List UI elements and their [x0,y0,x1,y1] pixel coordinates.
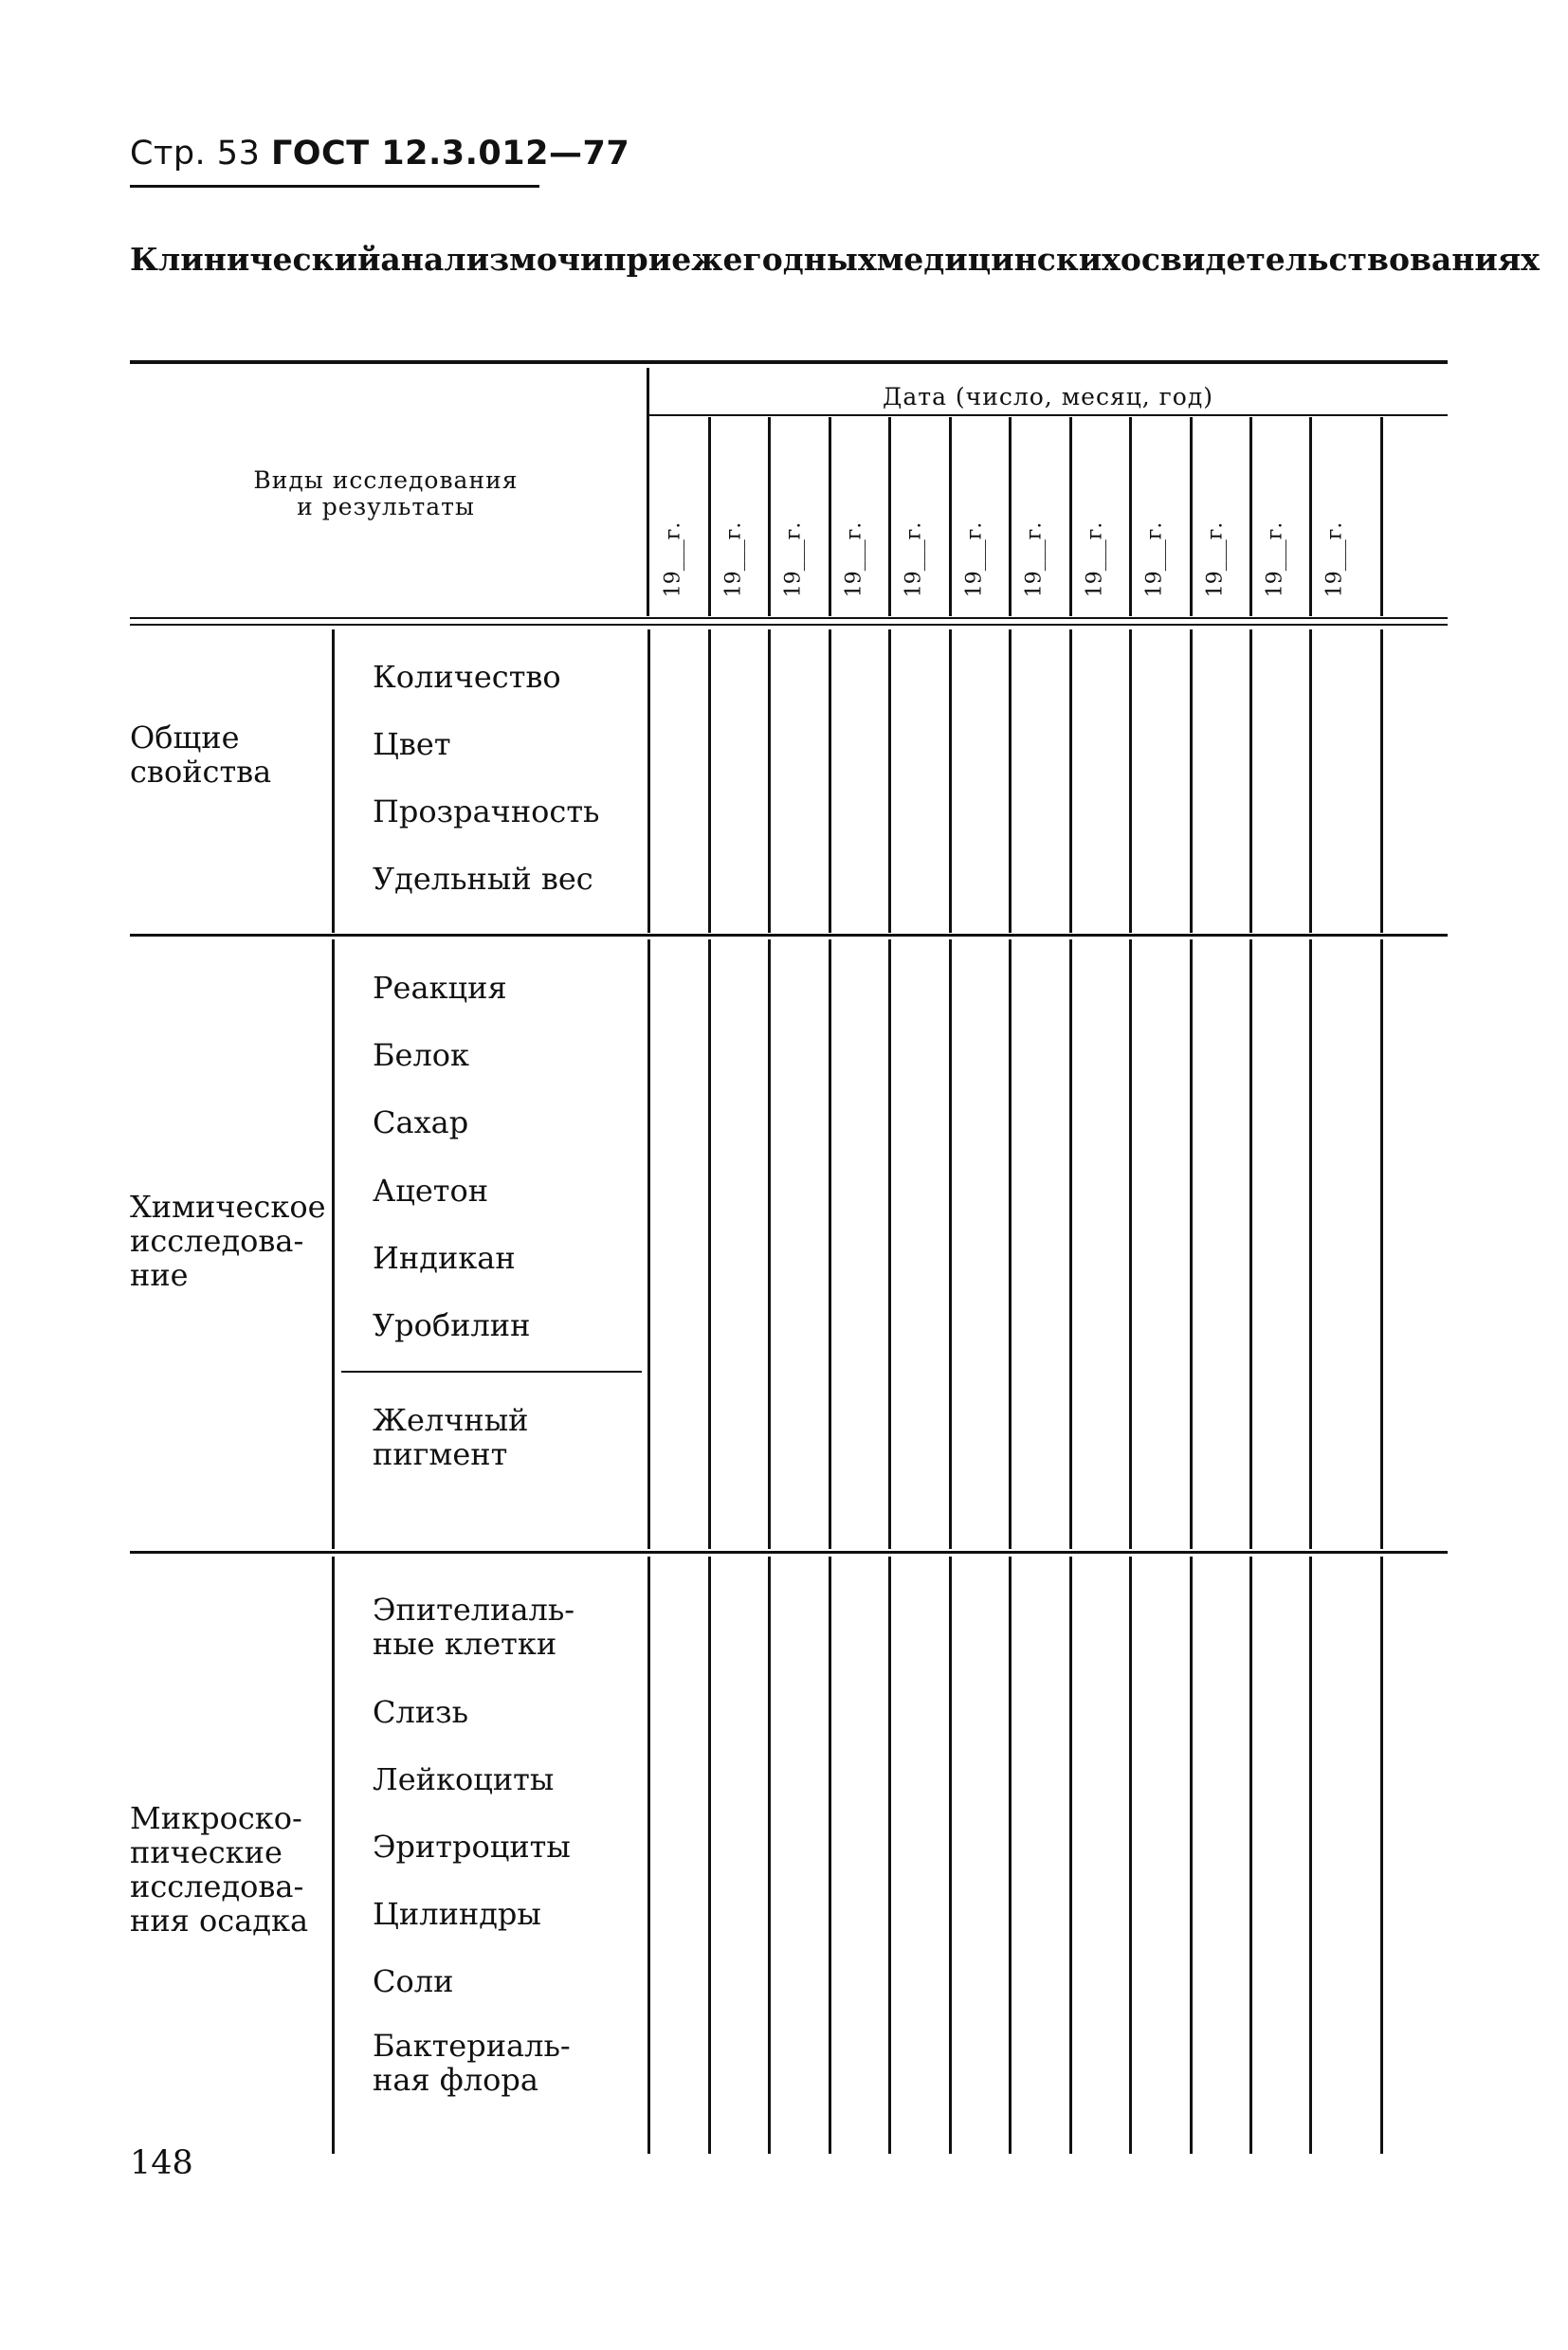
test-item: Количество [373,659,561,695]
column-line [949,939,952,1549]
column-line [1009,1557,1012,2154]
test-item: Прозрачность [373,793,600,829]
column-line [829,629,831,933]
test-item: Белок [373,1037,470,1073]
column-line [768,939,771,1549]
column-line [888,1557,891,2154]
test-item: Слизь [373,1694,469,1730]
column-line [1069,939,1072,1549]
test-item: Эритроциты [373,1829,571,1865]
column-header-tests: Виды исследования и результаты [253,466,519,520]
date-column-text: 19___г. [721,521,746,597]
date-column-label [1204,502,1227,616]
test-item: Эпителиаль- ные клетки [373,1592,575,1662]
column-line [1249,629,1252,933]
date-column-text: 19___г. [1203,521,1228,597]
date-column-label [662,502,684,616]
column-line [888,417,891,616]
column-line [829,1557,831,2154]
column-line [1009,417,1012,616]
column-line [1129,629,1132,933]
date-column-text: 19___г. [781,521,806,597]
date-column-text: 19___г. [1022,521,1047,597]
date-column-text: 19___г. [1083,521,1107,597]
date-column-label [782,502,805,616]
column-line [1069,1557,1072,2154]
page-header [130,135,629,173]
column-line [768,629,771,933]
column-line [1380,629,1383,933]
test-item: Лейкоциты [373,1761,555,1797]
test-item: Индикан [373,1240,516,1276]
date-column-label [903,502,925,616]
date-column-text: 19___г. [842,521,866,597]
column-line [1190,1557,1193,2154]
column-line [888,939,891,1549]
date-column-text: 19___г. [1263,521,1287,597]
column-line [1309,417,1312,616]
column-line [1249,1557,1252,2154]
date-column-label [1023,502,1046,616]
date-column-text: 19___г. [1142,521,1167,597]
column-line [1190,629,1193,933]
column-line [647,1557,650,2154]
column-line [1129,417,1132,616]
title-word: медицинских [876,241,1121,278]
column-line [1380,1557,1383,2154]
column-line [1380,417,1383,616]
column-line [829,417,831,616]
column-line [768,1557,771,2154]
date-column-label [722,502,745,616]
date-column-text: 19___г. [962,521,987,597]
column-line [1069,417,1072,616]
category-divider-1 [332,629,335,933]
title-word: мочи [509,241,604,278]
test-item: Цилиндры [373,1896,541,1932]
test-item: Соли [373,1963,454,1999]
column-line [1129,939,1132,1549]
group-separator-2 [130,1551,1448,1554]
column-line [1129,1557,1132,2154]
date-column-label [843,502,866,616]
column-line [949,1557,952,2154]
column-header-date: Дата (число, месяц, год) [883,383,1213,410]
bile-pigment-separator [341,1371,642,1373]
category-divider-2 [332,939,335,1549]
column-line [1380,939,1383,1549]
column-line [1190,939,1193,1549]
column-line [949,629,952,933]
date-column-text: 19___г. [661,521,685,597]
test-item: Уробилин [373,1307,531,1343]
column-line [1249,417,1252,616]
column-line [888,629,891,933]
date-header-left-border [647,368,649,616]
category-divider-3 [332,1557,335,2154]
column-line [708,417,711,616]
date-column-label [1143,502,1166,616]
date-column-label [963,502,986,616]
date-column-text: 19___г. [902,521,926,597]
column-line [1309,629,1312,933]
test-item: Желчный пигмент [373,1402,529,1472]
column-line [708,629,711,933]
group-name: Микроско- пические исследова- ния осадка [130,1800,309,1939]
column-line [1009,939,1012,1549]
column-line [1190,417,1193,616]
test-item: Реакция [373,970,507,1006]
standard-code: ГОСТ 12.3.012—77 [270,135,630,173]
group-separator-1 [130,934,1448,937]
title-word: анализ [380,241,510,278]
date-column-label [1264,502,1286,616]
column-line [829,939,831,1549]
title-word: ежегодных [671,241,877,278]
test-item: Ацетон [373,1173,489,1209]
column-line [647,939,650,1549]
date-column-label [1323,502,1346,616]
document-title [130,241,1540,278]
header-bottom-rule-2 [130,624,1448,626]
column-line [768,417,771,616]
title-word: при [603,241,672,278]
title-word: Клинический [130,241,381,278]
group-name: Общие свойства [130,720,272,790]
date-column-label [1084,502,1106,616]
column-line [708,1557,711,2154]
column-line [1309,1557,1312,2154]
table-top-rule [130,360,1448,364]
test-item: Сахар [373,1104,469,1140]
page-number: 148 [130,2144,193,2182]
test-item: Бактериаль- ная флора [373,2028,571,2098]
date-header-rule [648,414,1448,416]
column-line [1009,629,1012,933]
date-column-text: 19___г. [1322,521,1347,597]
group-name: Химическое исследова- ние [130,1189,326,1293]
test-item: Цвет [373,726,451,762]
column-line [647,629,650,933]
column-line [1309,939,1312,1549]
column-line [1249,939,1252,1549]
column-line [949,417,952,616]
title-word: освидетельствованиях [1120,241,1540,278]
test-item: Удельный вес [373,861,593,897]
column-line [708,939,711,1549]
header-bottom-rule-1 [130,617,1448,619]
header-rule [130,185,539,188]
column-line [1069,629,1072,933]
page-label: Стр. 53 [130,135,261,173]
